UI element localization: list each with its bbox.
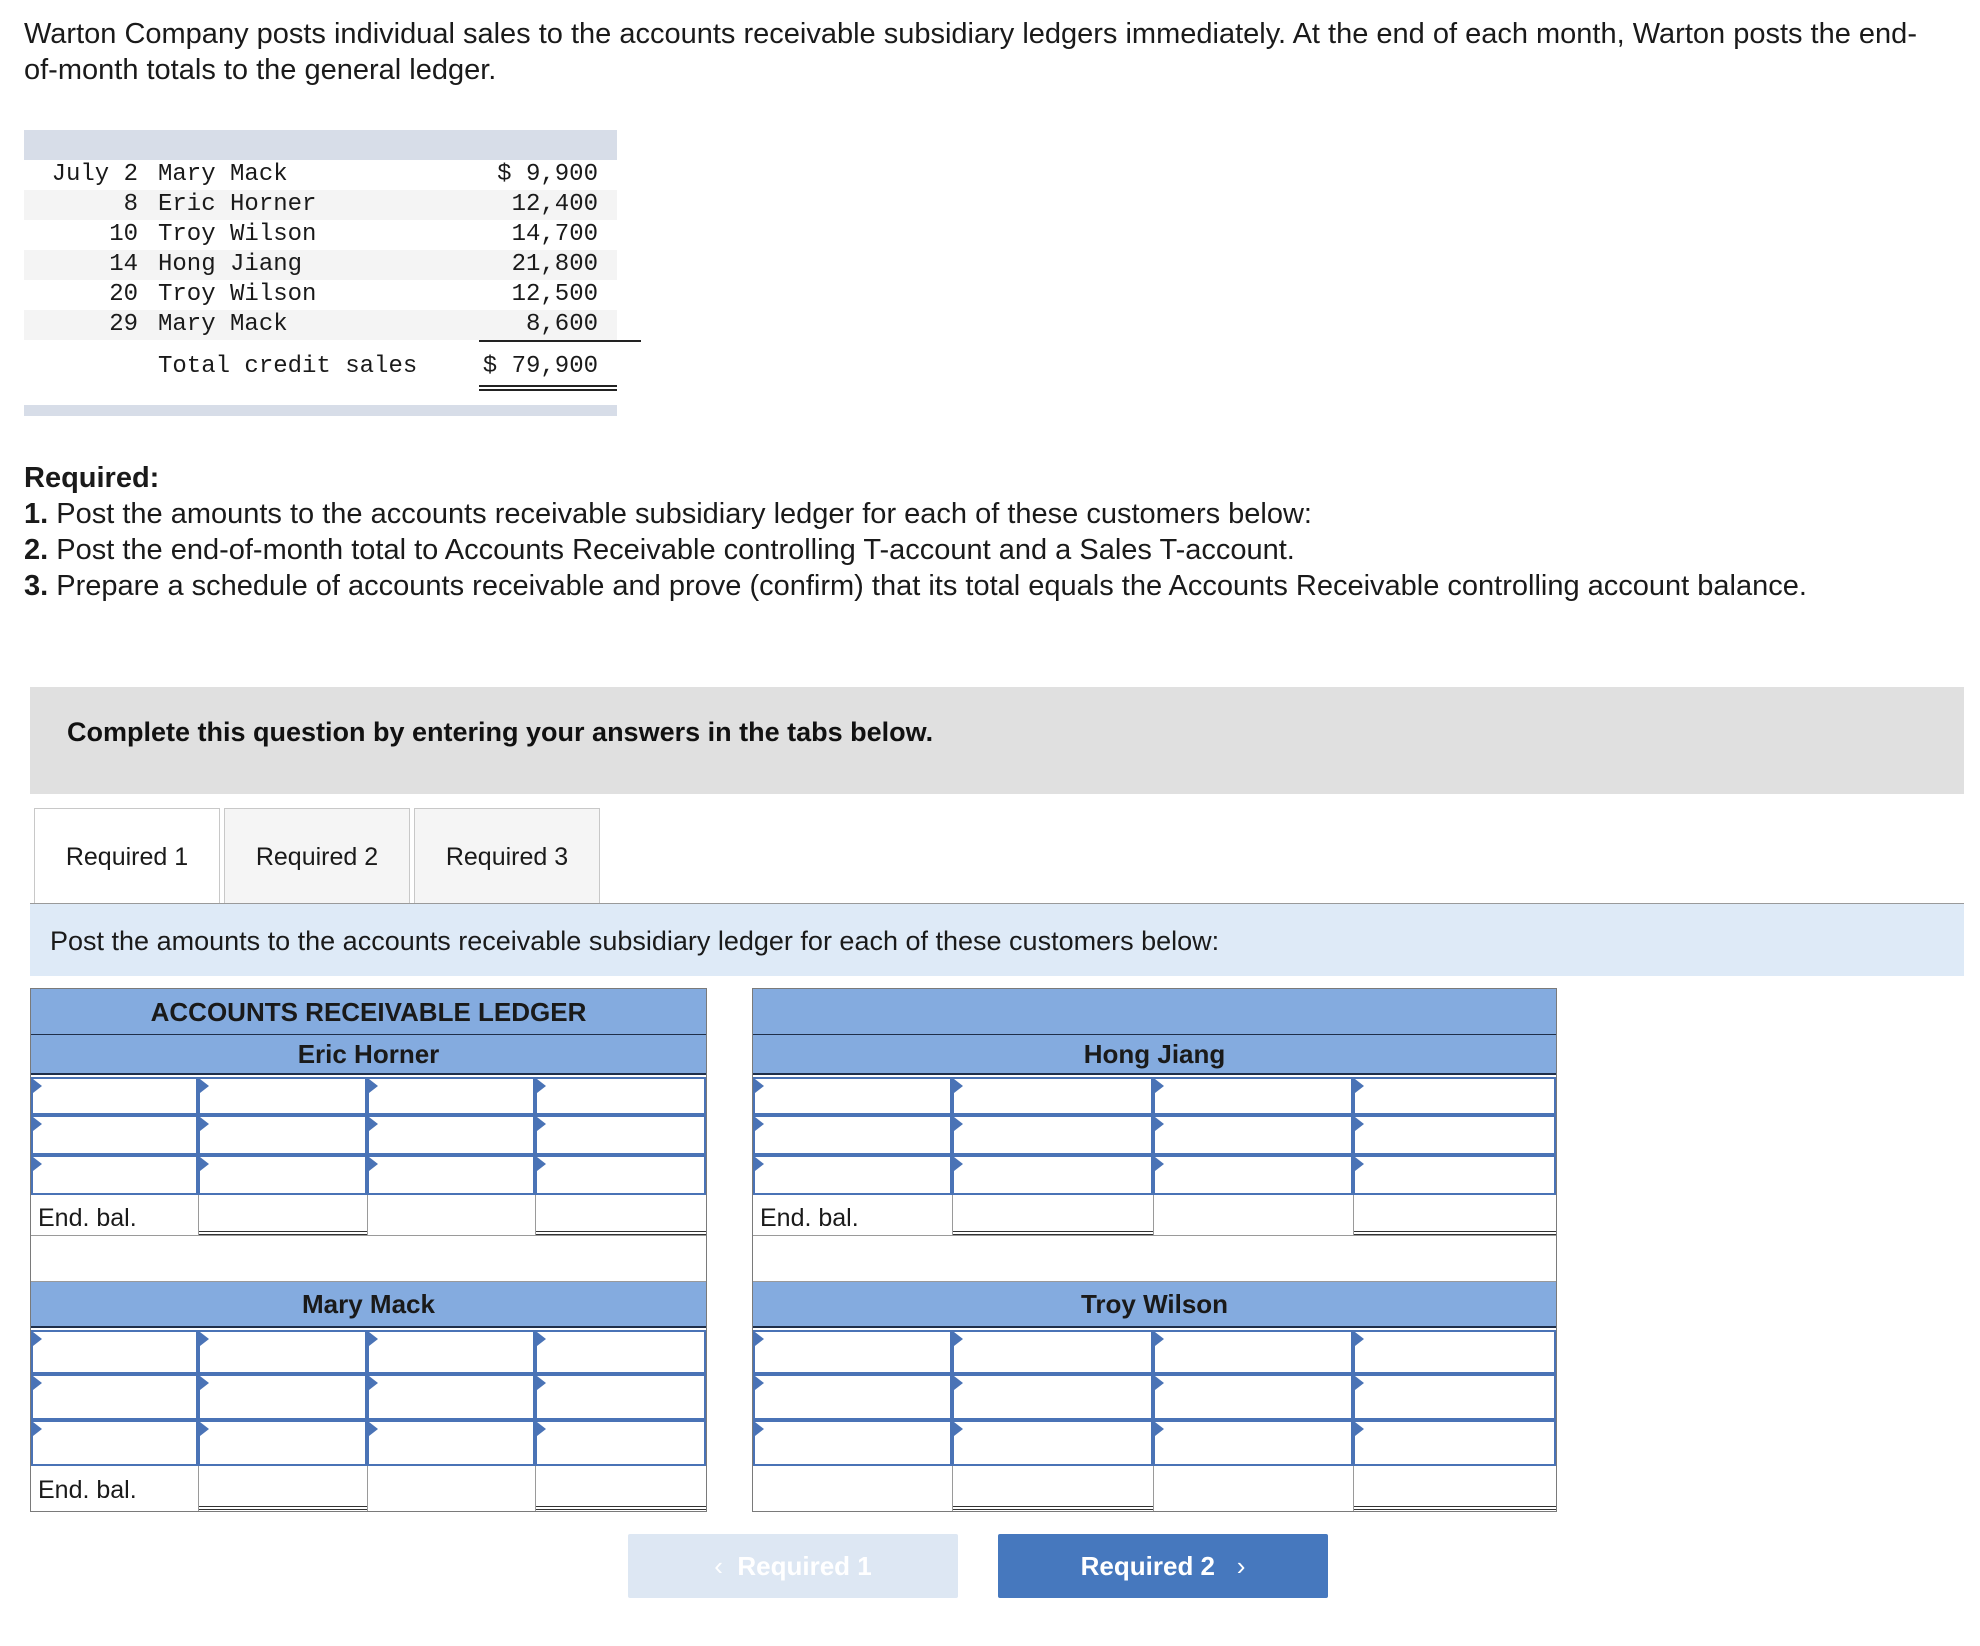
column-divider xyxy=(1153,1195,1154,1235)
sales-row xyxy=(24,160,617,190)
sales-row xyxy=(24,250,617,280)
sales-row xyxy=(24,220,617,250)
required-item-text: Prepare a schedule of accounts receivable and prove (confirm) that its total equals the Accounts Receivable controlling account balance. xyxy=(48,570,1807,602)
sales-total-amount: $ 79,900 xyxy=(482,353,598,380)
end-balance-label: End. bal. xyxy=(760,1204,859,1232)
end-balance-credit[interactable] xyxy=(535,1466,706,1510)
sales-amount: 8,600 xyxy=(525,311,598,338)
sales-row xyxy=(24,190,617,220)
column-divider xyxy=(198,1195,199,1235)
account-name-mary-mack: Mary Mack xyxy=(31,1282,706,1328)
sales-amount: 12,400 xyxy=(511,191,598,218)
ledger-input[interactable] xyxy=(1153,1077,1353,1115)
ledger-input[interactable] xyxy=(367,1374,535,1420)
sales-amount: $ 9,900 xyxy=(497,161,598,188)
required-item-number: 1. xyxy=(24,498,49,530)
instructions-banner xyxy=(30,687,1964,794)
ledger-input[interactable] xyxy=(952,1330,1153,1374)
sales-row xyxy=(24,310,617,340)
prev-button[interactable] xyxy=(628,1534,958,1598)
ledger-input[interactable] xyxy=(367,1330,535,1374)
sales-amount: 21,800 xyxy=(511,251,598,278)
end-balance-credit[interactable] xyxy=(535,1195,706,1235)
sales-date: 8 xyxy=(123,191,138,218)
next-button[interactable] xyxy=(998,1534,1328,1598)
instruction-text: Post the amounts to the accounts receivable subsidiary ledger for each of these customers below: xyxy=(50,926,1220,956)
end-balance-label: End. bal. xyxy=(38,1204,137,1232)
sales-row xyxy=(24,280,617,310)
total-double-underline xyxy=(479,385,617,391)
ledger-panel-left xyxy=(30,988,707,1512)
column-divider xyxy=(198,1466,199,1511)
ledger-input[interactable] xyxy=(952,1155,1153,1195)
ledger-input[interactable] xyxy=(1353,1077,1556,1115)
sales-table-footer xyxy=(24,405,617,416)
row-divider xyxy=(753,1235,1556,1236)
ledger-input[interactable] xyxy=(535,1374,706,1420)
ledger-input[interactable] xyxy=(31,1330,198,1374)
ledger-title: ACCOUNTS RECEIVABLE LEDGER xyxy=(31,989,706,1035)
column-divider xyxy=(1153,1466,1154,1511)
ledger-input[interactable] xyxy=(198,1115,367,1155)
ledger-input[interactable] xyxy=(198,1077,367,1115)
sales-date: 10 xyxy=(109,221,138,248)
end-balance-debit[interactable] xyxy=(953,1195,1153,1235)
sales-customer: Troy Wilson xyxy=(158,221,317,248)
column-divider xyxy=(535,1466,536,1511)
ledger-input[interactable] xyxy=(367,1077,535,1115)
account-name-hong-jiang: Hong Jiang xyxy=(753,1035,1556,1075)
chevron-right-icon: › xyxy=(1236,1551,1246,1581)
ledger-input[interactable] xyxy=(535,1155,706,1195)
chevron-left-icon: ‹ xyxy=(714,1551,723,1581)
sales-amount: 12,500 xyxy=(511,281,598,308)
end-balance-credit[interactable] xyxy=(1353,1466,1556,1510)
tab-instruction xyxy=(30,904,1964,976)
required-item xyxy=(24,496,1954,532)
sales-date: July 2 xyxy=(51,161,138,188)
ledger-input[interactable] xyxy=(1153,1330,1353,1374)
ledger-input[interactable] xyxy=(198,1330,367,1374)
end-balance-label: End. bal. xyxy=(38,1476,137,1504)
ledger-input[interactable] xyxy=(31,1420,198,1466)
credit-sales-table xyxy=(24,130,617,416)
column-divider xyxy=(367,1195,368,1235)
ledger-input[interactable] xyxy=(198,1420,367,1466)
ledger-input[interactable] xyxy=(952,1374,1153,1420)
sales-customer: Troy Wilson xyxy=(158,281,317,308)
ledger-input[interactable] xyxy=(1353,1330,1556,1374)
required-item-text: Post the amounts to the accounts receivable subsidiary ledger for each of these customers below: xyxy=(48,498,1312,530)
ledger-input[interactable] xyxy=(1353,1374,1556,1420)
ledger-title-bar xyxy=(753,989,1556,1035)
ledger-input[interactable] xyxy=(535,1115,706,1155)
sales-total-label: Total credit sales xyxy=(158,353,418,380)
ledger-input[interactable] xyxy=(198,1374,367,1420)
end-balance-debit[interactable] xyxy=(953,1466,1153,1510)
end-balance-debit[interactable] xyxy=(199,1466,367,1510)
tab-required-1[interactable]: Required 1 xyxy=(34,808,220,905)
ledger-input[interactable] xyxy=(952,1115,1153,1155)
required-item xyxy=(24,532,1954,568)
ledger-input[interactable] xyxy=(31,1155,198,1195)
ledger-input[interactable] xyxy=(753,1374,952,1420)
sales-date: 29 xyxy=(109,311,138,338)
sales-customer: Mary Mack xyxy=(158,311,288,338)
column-divider xyxy=(535,1195,536,1235)
account-name-eric-horner: Eric Horner xyxy=(31,1035,706,1075)
sales-date: 14 xyxy=(109,251,138,278)
column-divider xyxy=(952,1195,953,1235)
banner-text: Complete this question by entering your answers in the tabs below. xyxy=(67,717,934,747)
ledger-input[interactable] xyxy=(31,1077,198,1115)
tab-bar xyxy=(30,808,1964,904)
sales-table-header xyxy=(24,130,617,160)
sales-customer: Hong Jiang xyxy=(158,251,303,278)
end-balance-debit[interactable] xyxy=(199,1195,367,1235)
ledger-input[interactable] xyxy=(1353,1115,1556,1155)
sales-amount: 14,700 xyxy=(511,221,598,248)
sales-customer: Eric Horner xyxy=(158,191,317,218)
required-item-text: Post the end-of-month total to Accounts Receivable controlling T-account and a Sales T-account. xyxy=(48,534,1295,566)
column-divider xyxy=(1353,1466,1354,1511)
subtotal-underline xyxy=(479,340,641,342)
ledger-input[interactable] xyxy=(1153,1374,1353,1420)
problem-intro: Warton Company posts individual sales to the accounts receivable subsidiary ledgers immediately. At the end of each month, Warton posts the end-of-month totals to the general ledger. xyxy=(24,18,1917,86)
sales-customer: Mary Mack xyxy=(158,161,288,188)
sales-total-row xyxy=(24,347,617,387)
tab-required-2[interactable]: Required 2 xyxy=(224,808,410,904)
ledger-input[interactable] xyxy=(1153,1115,1353,1155)
ledger-input[interactable] xyxy=(367,1155,535,1195)
required-item xyxy=(24,568,1954,604)
ledger-input[interactable] xyxy=(367,1420,535,1466)
ledger-input[interactable] xyxy=(198,1155,367,1195)
required-title: Required: xyxy=(24,462,160,494)
required-item-number: 2. xyxy=(24,534,49,566)
row-divider xyxy=(31,1235,706,1236)
column-divider xyxy=(952,1466,953,1511)
ledger-input[interactable] xyxy=(753,1330,952,1374)
ledger-input[interactable] xyxy=(1153,1155,1353,1195)
ledger-input[interactable] xyxy=(535,1330,706,1374)
column-divider xyxy=(367,1466,368,1511)
ledger-input[interactable] xyxy=(1353,1420,1556,1466)
ledger-panel-right xyxy=(752,988,1557,1512)
required-section xyxy=(24,460,1954,604)
ledger-input[interactable] xyxy=(753,1420,952,1466)
tab-required-3[interactable]: Required 3 xyxy=(414,808,600,904)
ledger-input[interactable] xyxy=(753,1077,952,1115)
end-balance-credit[interactable] xyxy=(1353,1195,1556,1235)
ledger-input[interactable] xyxy=(535,1077,706,1115)
ledger-input[interactable] xyxy=(952,1420,1153,1466)
sales-date: 20 xyxy=(109,281,138,308)
ledger-input[interactable] xyxy=(753,1155,952,1195)
ledger-input[interactable] xyxy=(1153,1420,1353,1466)
ledger-input[interactable] xyxy=(753,1115,952,1155)
prev-button-label: Required 1 xyxy=(737,1551,872,1581)
column-divider xyxy=(1353,1195,1354,1235)
ledger-input[interactable] xyxy=(535,1420,706,1466)
ledger-input[interactable] xyxy=(31,1374,198,1420)
account-name-troy-wilson: Troy Wilson xyxy=(753,1282,1556,1328)
ledger-input[interactable] xyxy=(31,1115,198,1155)
required-item-number: 3. xyxy=(24,570,49,602)
ledger-input[interactable] xyxy=(952,1077,1153,1115)
next-button-label: Required 2 xyxy=(1080,1551,1216,1581)
ledger-input[interactable] xyxy=(367,1115,535,1155)
ledger-input[interactable] xyxy=(1353,1155,1556,1195)
